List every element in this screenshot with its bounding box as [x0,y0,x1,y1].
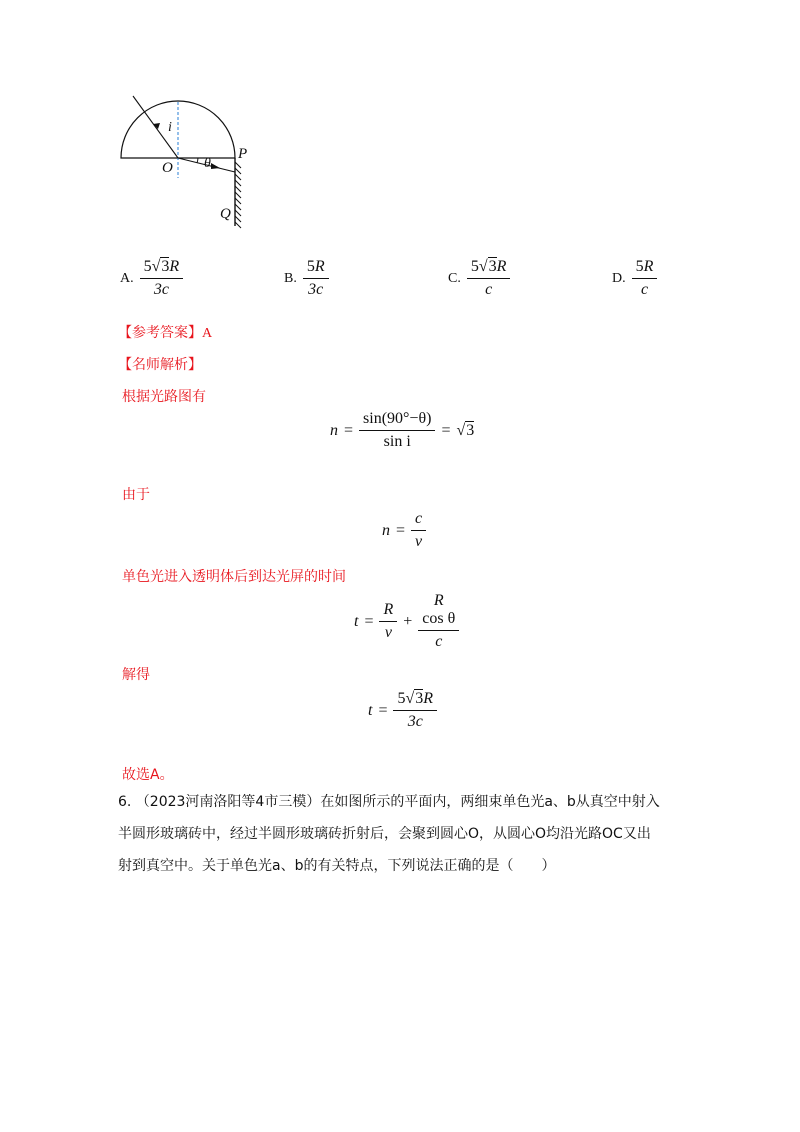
analysis-conclusion: 故选A。 [122,767,174,783]
theta-arc [197,158,198,163]
answer-line [118,322,212,342]
analysis-step1: 根据光路图有 [122,389,206,405]
analysis-step4: 解得 [122,667,150,683]
equation-4: t = $\frac{5√3R}{3c}$ [368,690,437,731]
option-a-letter: A. [120,270,134,286]
option-a[interactable] [120,258,183,299]
option-b-fraction: $\frac{5R}{3c}$ [303,258,329,299]
option-b[interactable] [284,258,329,299]
analysis-label: 【名师解析】 [118,357,202,373]
option-d[interactable] [612,258,657,299]
screen-hatching [235,162,241,228]
option-d-fraction: $\frac{5R}{c}$ [632,258,658,299]
label-O: O [162,160,173,176]
analysis-step2: 由于 [122,487,150,503]
option-c[interactable] [448,258,510,299]
label-i: i [168,120,172,135]
refracted-arrow [211,163,220,169]
equation-1: n = $\frac{\sin(90^\circ-\theta)}{\text{sin i}}$ = √3 [330,410,475,450]
label-Q: Q [220,206,231,222]
label-theta: θ [204,156,211,171]
answer-label: 【参考答案】 [118,325,202,341]
question-6-line-2: 半圆形玻璃砖中，经过半圆形玻璃砖折射后，会聚到圆心O，从圆心O均沿光路OC又出 [118,826,651,842]
equation-2: n = $\frac{c}{v}$ [382,510,426,551]
option-d-letter: D. [612,270,626,286]
optics-diagram [110,88,260,230]
equation-3: t = $\frac{R}{v}$ + R cos θ c [354,592,459,651]
analysis-step3: 单色光进入透明体后到达光屏的时间 [122,569,346,585]
option-b-letter: B. [284,270,297,286]
option-a-fraction: $\frac{5√3R}{3c}$ [140,258,184,299]
label-P: P [238,146,248,162]
question-6-line-3: 射到真空中。关于单色光a、b的有关特点，下列说法正确的是（ ） [118,858,556,874]
answer-value: A [202,326,213,341]
option-c-letter: C. [448,270,461,286]
option-c-fraction: $\frac{5√3R}{c}$ [467,258,511,299]
question-6-line-1: 6. （2023河南洛阳等4市三模）在如图所示的平面内，两细束单色光a、b从真空中射入 [118,794,660,810]
